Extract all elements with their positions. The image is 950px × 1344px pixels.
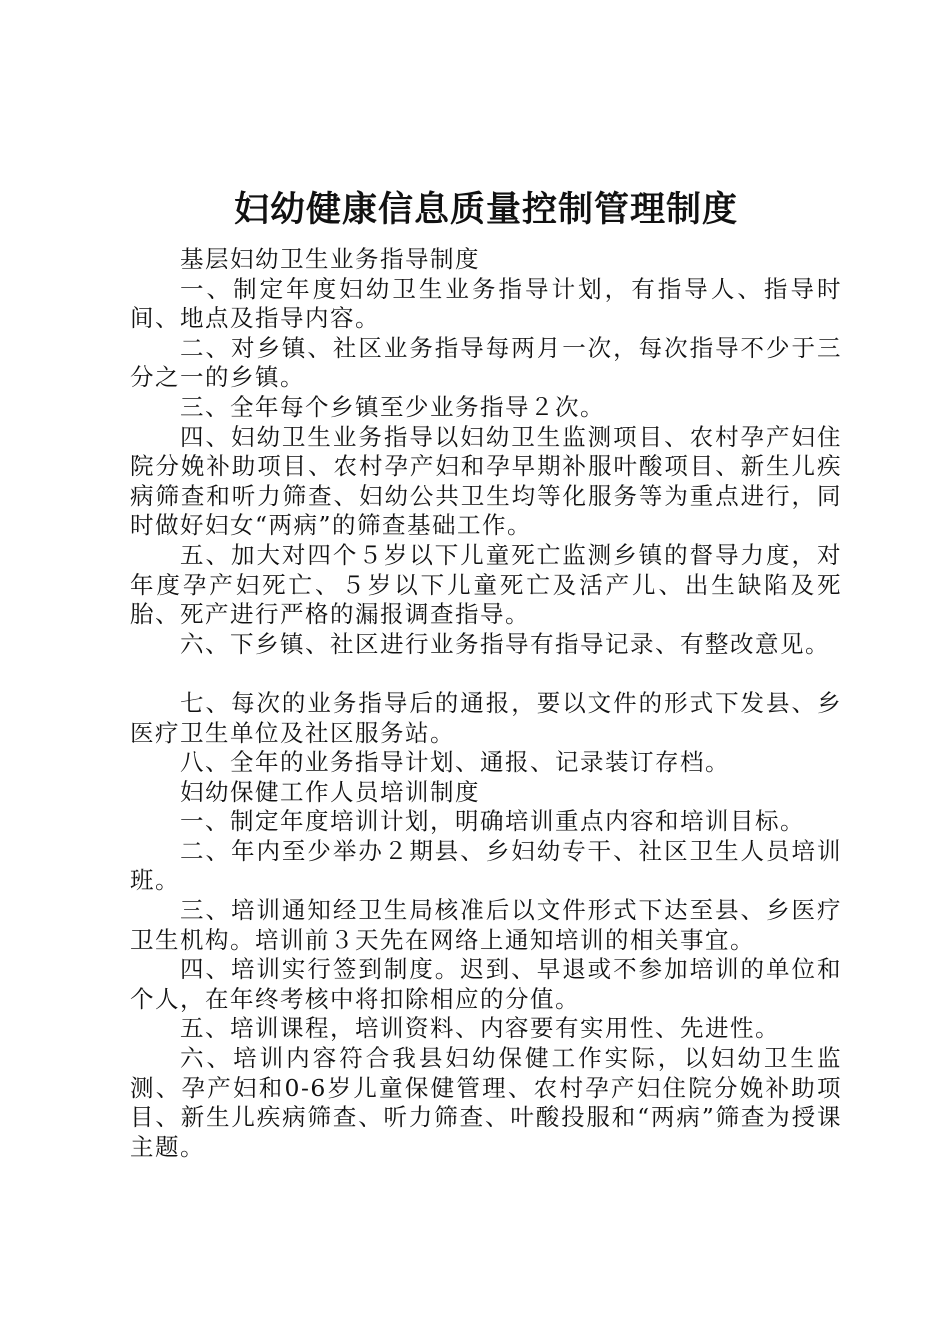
section-heading: 基层妇幼卫生业务指导制度 — [180, 245, 480, 273]
paragraph: 四、妇幼卫生业务指导以妇幼卫生监测项目、农村孕产妇住院分娩补助项目、农村孕产妇和孕早期补服叶酸项目、新生儿疾病筛查和听力筛查、妇幼公共卫生均等化服务等为重点进行，同时做好妇女“两病”的筛查基础工作。 — [130, 422, 842, 540]
paragraph: 二、对乡镇、社区业务指导每两月一次，每次指导不少于三分之一的乡镇。 — [130, 333, 842, 392]
paragraph: 六、培训内容符合我县妇幼保健工作实际，以妇幼卫生监测、孕产妇和0-6岁儿童保健管理、农村孕产妇住院分娩补助项目、新生儿疾病筛查、听力筛查、叶酸投服和“两病”筛查为授课主题。 — [130, 1044, 842, 1161]
blank-line — [130, 659, 842, 689]
paragraph: 八、全年的业务指导计划、通报、记录装订存档。 — [180, 748, 730, 777]
paragraph: 四、培训实行签到制度。迟到、早退或不参加培训的单位和个人，在年终考核中将扣除相应的分值。 — [130, 955, 842, 1013]
paragraph: 六、下乡镇、社区进行业务指导有指导记录、有整改意见。 — [180, 629, 830, 658]
paragraph: 五、加大对四个５岁以下儿童死亡监测乡镇的督导力度，对年度孕产妇死亡、５岁以下儿童死亡及活产儿、出生缺陷及死胎、死产进行严格的漏报调查指导。 — [130, 540, 842, 629]
paragraph: 一、制定年度培训计划，明确培训重点内容和培训目标。 — [180, 807, 805, 836]
paragraph: 五、培训课程，培训资料、内容要有实用性、先进性。 — [180, 1014, 780, 1043]
document-title: 妇幼健康信息质量控制管理制度 — [233, 190, 738, 230]
paragraph: 二、年内至少举办２期县、乡妇幼专干、社区卫生人员培训班。 — [130, 836, 842, 895]
paragraph: 七、每次的业务指导后的通报，要以文件的形式下发县、乡医疗卫生单位及社区服务站。 — [130, 688, 842, 747]
paragraph: 三、培训通知经卫生局核准后以文件形式下达至县、乡医疗卫生机构。培训前３天先在网络上通知培训的相关事宜。 — [130, 896, 842, 954]
paragraph: 一、制定年度妇幼卫生业务指导计划，有指导人、指导时间、地点及指导内容。 — [130, 274, 842, 333]
paragraph: 三、全年每个乡镇至少业务指导２次。 — [180, 392, 605, 421]
section-heading: 妇幼保健工作人员培训制度 — [180, 777, 480, 806]
document-page — [130, 185, 842, 1162]
